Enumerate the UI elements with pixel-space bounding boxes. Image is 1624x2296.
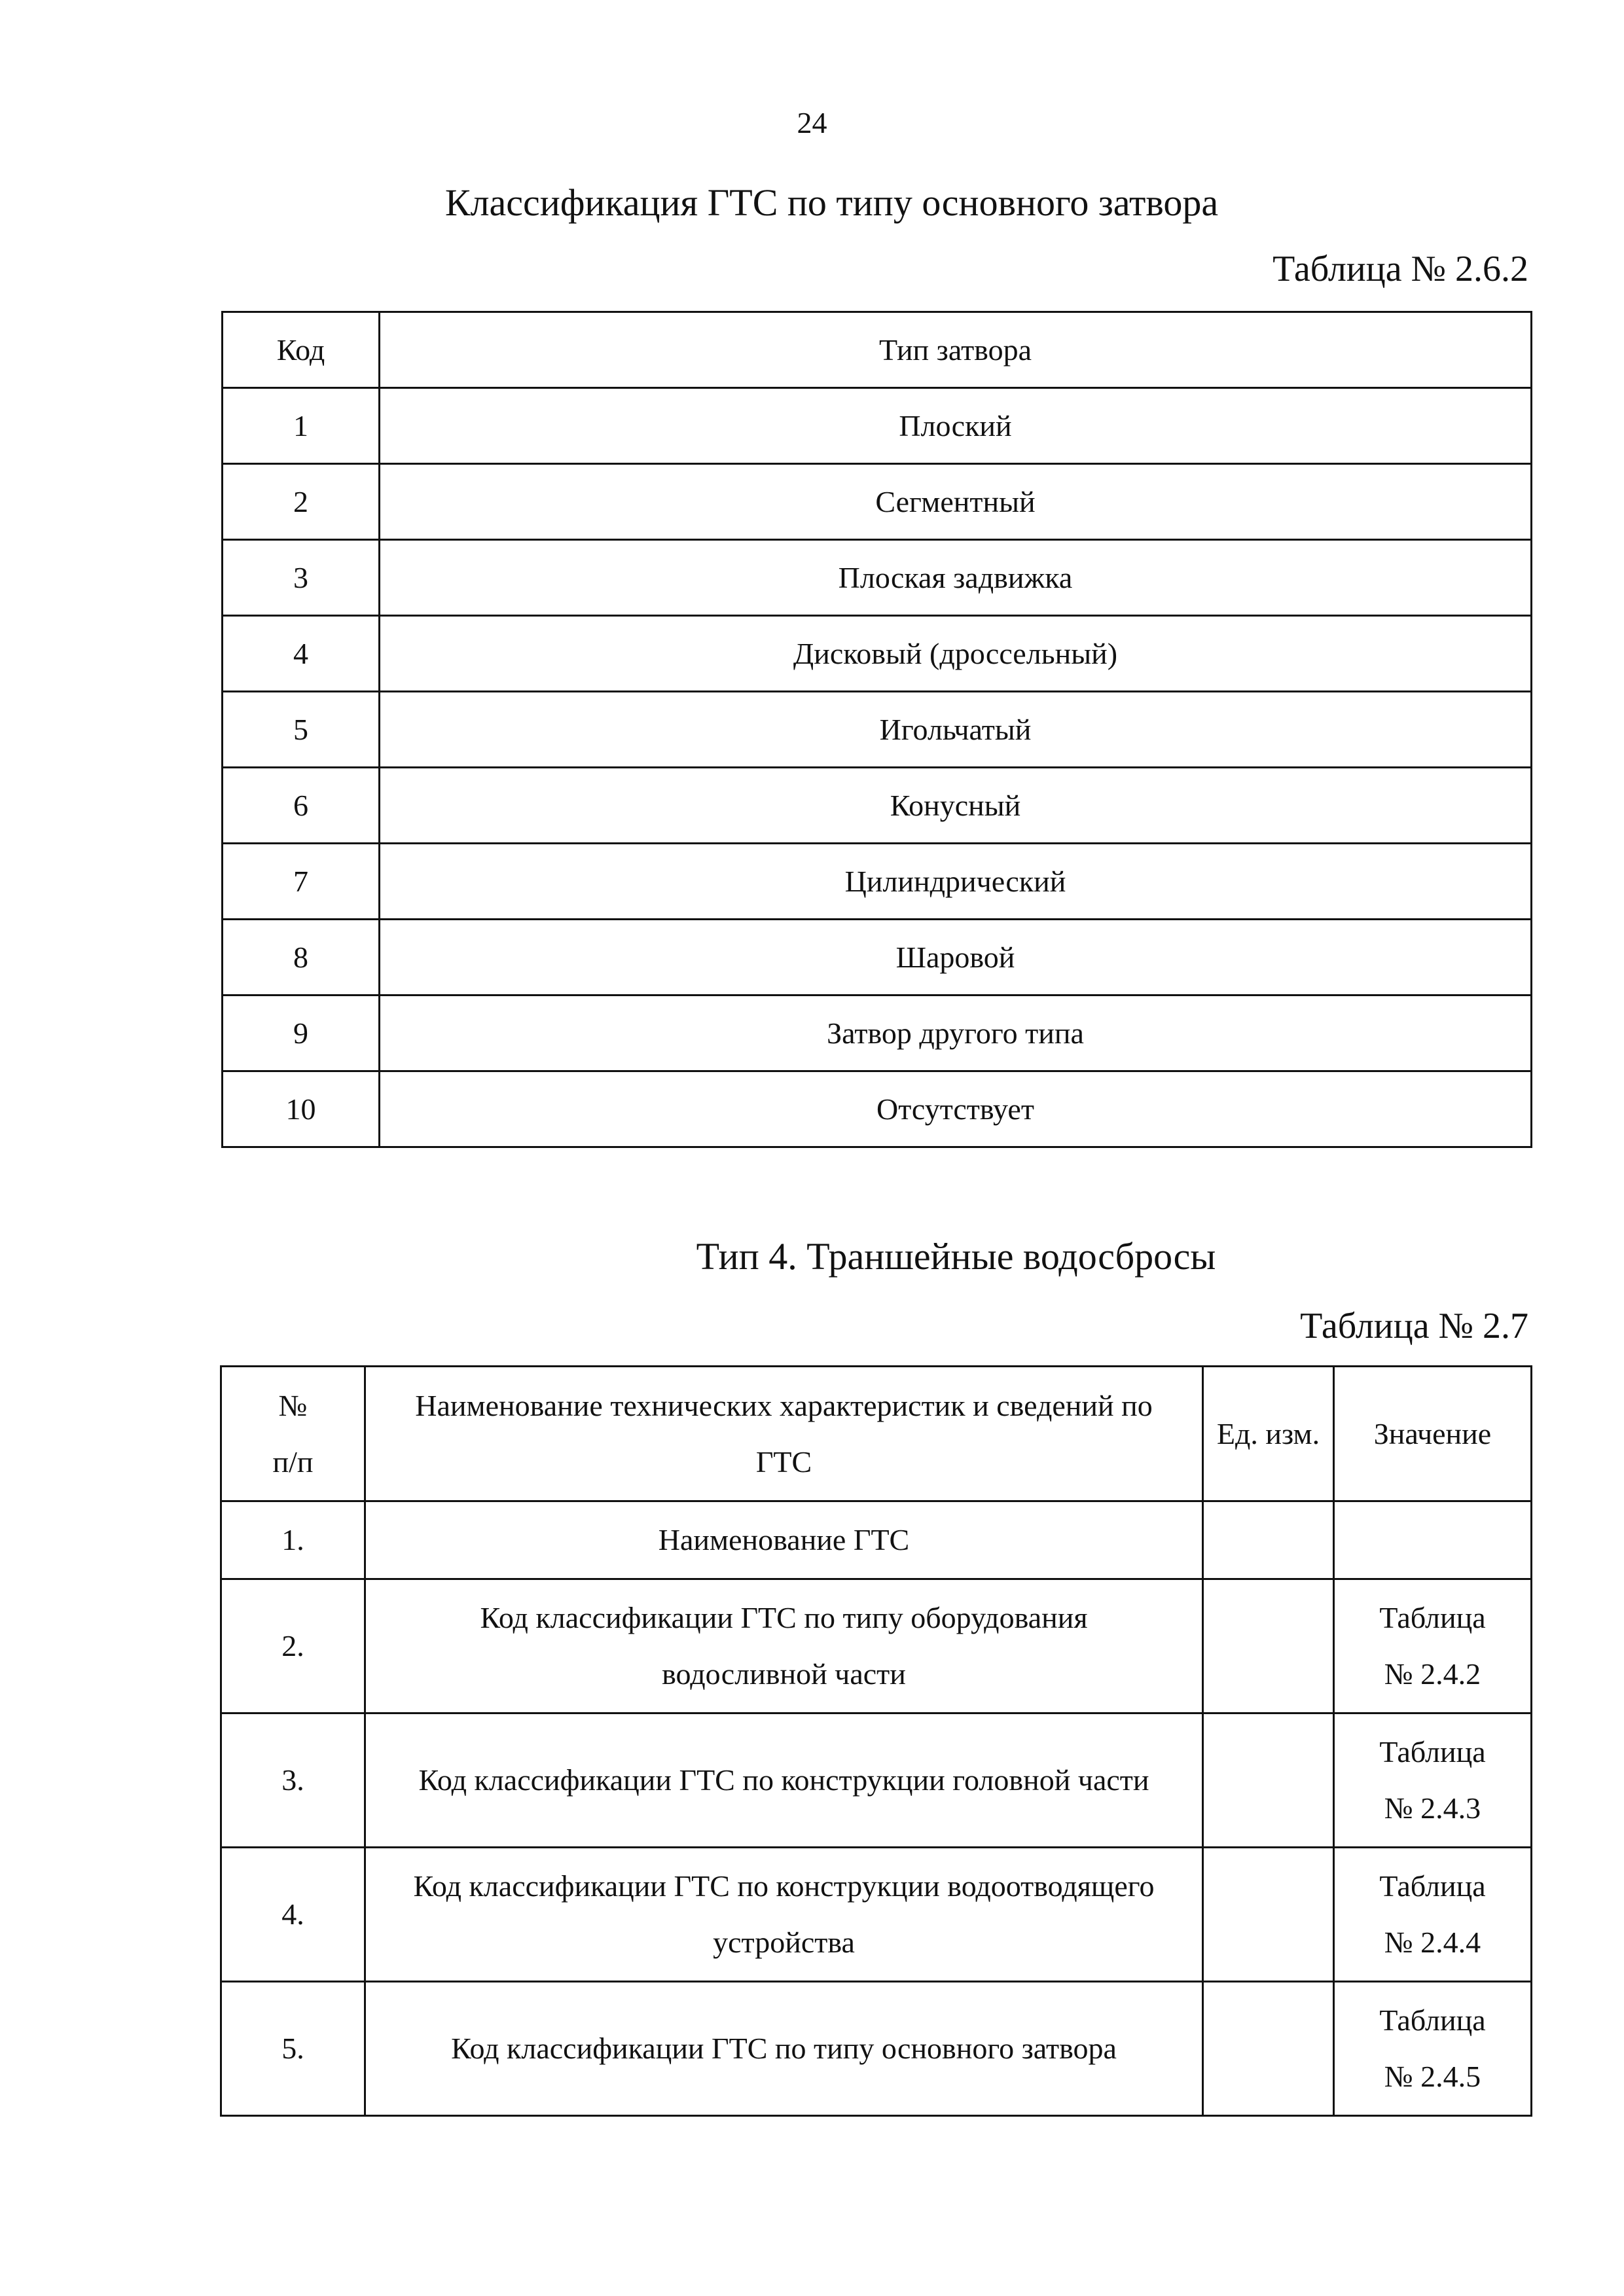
cell-shutter-type: Конусный	[380, 768, 1532, 844]
cell-value	[1334, 1579, 1532, 1713]
cell-name-line-2: устройства	[713, 1926, 855, 1959]
cell-name-line-1: Код классификации ГТС по конструкции водоотводящего	[413, 1869, 1155, 1903]
table-caption-2-7: Таблица № 2.7	[1300, 1306, 1528, 1346]
cell-unit	[1203, 1713, 1334, 1848]
table-row	[223, 388, 1532, 464]
cell-unit	[1203, 1982, 1334, 2116]
header-name-line-2: ГТС	[755, 1444, 812, 1479]
cell-number: 5.	[221, 1982, 365, 2116]
cell-unit	[1203, 1579, 1334, 1713]
table-row	[223, 844, 1532, 920]
table-caption-2-6-2: Таблица № 2.6.2	[1272, 249, 1528, 289]
page-number: 24	[797, 106, 827, 139]
cell-value-line-2: № 2.4.5	[1384, 2060, 1481, 2093]
cell-code: 3	[223, 540, 380, 616]
cell-unit	[1203, 1501, 1334, 1579]
table-row	[221, 1848, 1532, 1982]
table-row	[223, 692, 1532, 768]
cell-shutter-type: Шаровой	[380, 920, 1532, 996]
cell-value-line-1: Таблица	[1379, 1601, 1486, 1634]
cell-characteristic-name: Наименование ГТС	[365, 1501, 1203, 1579]
cell-unit	[1203, 1848, 1334, 1982]
section-title-trench-spillways: Тип 4. Траншейные водосбросы	[696, 1235, 1216, 1278]
cell-code: 8	[223, 920, 380, 996]
cell-number: 1.	[221, 1501, 365, 1579]
header-number	[221, 1367, 365, 1501]
cell-shutter-type: Игольчатый	[380, 692, 1532, 768]
cell-number: 2.	[221, 1579, 365, 1713]
cell-shutter-type: Плоский	[380, 388, 1532, 464]
cell-name-line-2: водосливной части	[662, 1657, 906, 1691]
table-row	[221, 1501, 1532, 1579]
cell-characteristic-name: Код классификации ГТС по конструкции головной части	[365, 1713, 1203, 1848]
header-shutter-type: Тип затвора	[380, 312, 1532, 388]
cell-name-line-1: Код классификации ГТС по типу оборудования	[480, 1601, 1088, 1634]
cell-value	[1334, 1713, 1532, 1848]
table-header-row	[223, 312, 1532, 388]
cell-shutter-type: Отсутствует	[380, 1071, 1532, 1147]
header-value: Значение	[1334, 1367, 1532, 1501]
header-number-line-1: №	[278, 1388, 308, 1422]
cell-code: 9	[223, 996, 380, 1071]
cell-value-line-2: № 2.4.2	[1384, 1657, 1481, 1691]
table-row	[223, 920, 1532, 996]
cell-value	[1334, 1848, 1532, 1982]
cell-value	[1334, 1501, 1532, 1579]
cell-code: 4	[223, 616, 380, 692]
cell-characteristic-name: Код классификации ГТС по типу основного затвора	[365, 1982, 1203, 2116]
table-row	[223, 996, 1532, 1071]
section-title-shutter-classification: Классификация ГТС по типу основного затвора	[444, 181, 1219, 224]
trench-spillway-table	[220, 1365, 1532, 2117]
cell-shutter-type: Сегментный	[380, 464, 1532, 540]
table-header-row	[221, 1367, 1532, 1501]
cell-code: 7	[223, 844, 380, 920]
cell-value-line-1: Таблица	[1379, 2003, 1486, 2037]
table-row	[221, 1713, 1532, 1848]
table-row	[223, 616, 1532, 692]
header-characteristic-name	[365, 1367, 1203, 1501]
cell-shutter-type: Дисковый (дроссельный)	[380, 616, 1532, 692]
cell-value-line-1: Таблица	[1379, 1869, 1486, 1903]
cell-characteristic-name	[365, 1848, 1203, 1982]
table-row	[223, 540, 1532, 616]
table-row	[223, 768, 1532, 844]
cell-characteristic-name	[365, 1579, 1203, 1713]
cell-value	[1334, 1982, 1532, 2116]
cell-code: 2	[223, 464, 380, 540]
cell-value-line-2: № 2.4.3	[1384, 1791, 1481, 1825]
cell-shutter-type: Цилиндрический	[380, 844, 1532, 920]
table-row	[223, 1071, 1532, 1147]
table-row	[221, 1982, 1532, 2116]
table-row	[221, 1579, 1532, 1713]
cell-code: 1	[223, 388, 380, 464]
cell-value-line-1: Таблица	[1379, 1735, 1486, 1768]
header-name-line-1: Наименование технических характеристик и сведений по	[415, 1388, 1153, 1422]
cell-code: 5	[223, 692, 380, 768]
cell-value-line-2: № 2.4.4	[1384, 1926, 1481, 1959]
table-row	[223, 464, 1532, 540]
cell-number: 3.	[221, 1713, 365, 1848]
shutter-type-table	[221, 311, 1532, 1148]
header-number-line-2: п/п	[272, 1444, 314, 1479]
cell-code: 10	[223, 1071, 380, 1147]
cell-code: 6	[223, 768, 380, 844]
header-code: Код	[223, 312, 380, 388]
cell-shutter-type: Затвор другого типа	[380, 996, 1532, 1071]
cell-shutter-type: Плоская задвижка	[380, 540, 1532, 616]
header-unit: Ед. изм.	[1203, 1367, 1334, 1501]
cell-number: 4.	[221, 1848, 365, 1982]
